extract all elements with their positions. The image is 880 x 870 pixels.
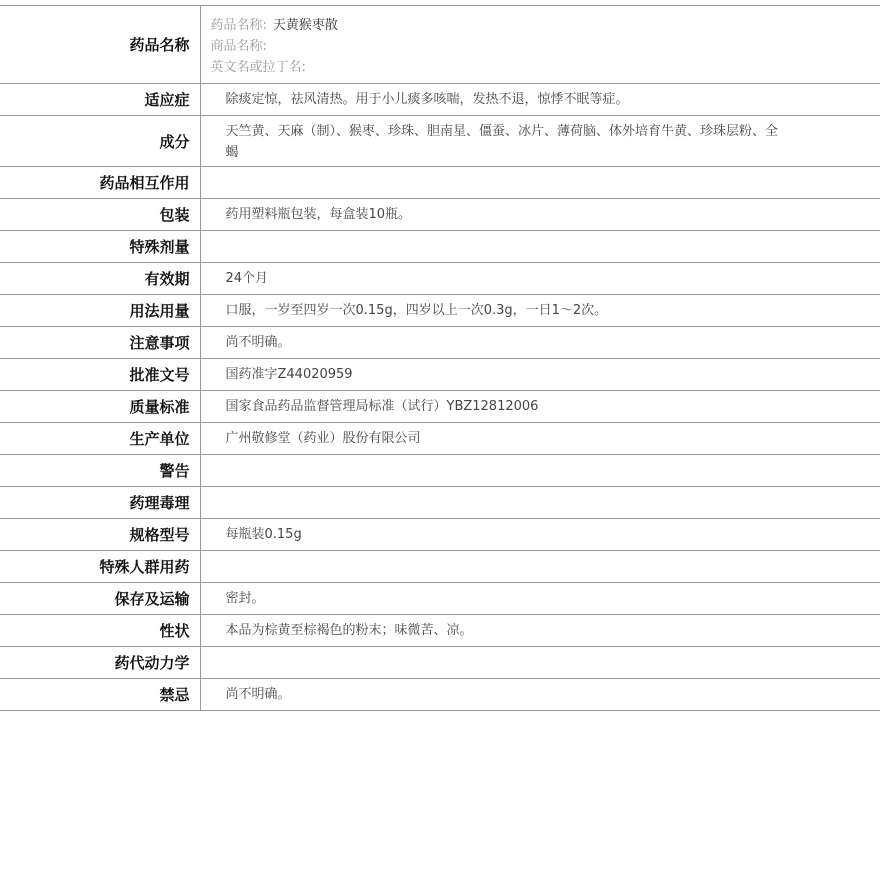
row-value: 密封。 — [200, 583, 880, 615]
row-label: 批准文号 — [0, 359, 200, 391]
row-label: 药品名称 — [0, 6, 200, 84]
row-value: 口服，一岁至四岁一次0.15g，四岁以上一次0.3g，一日1～2次。 — [200, 295, 880, 327]
drug-name-line — [211, 15, 791, 36]
table-row-contraindications — [0, 679, 880, 711]
row-value: 药用塑料瓶包装，每盒装10瓶。 — [200, 199, 880, 231]
row-value: 每瓶装0.15g — [200, 519, 880, 551]
table-row-manufacturer — [0, 423, 880, 455]
table-row-ingredients — [0, 116, 880, 167]
row-value — [200, 455, 880, 487]
table-row-description — [0, 615, 880, 647]
row-label: 成分 — [0, 116, 200, 167]
drug-info-table — [0, 5, 880, 711]
row-label: 包装 — [0, 199, 200, 231]
english-name-key: 英文名或拉丁名: — [210, 60, 306, 75]
table-row-pharmacology — [0, 487, 880, 519]
table-row-quality-standard — [0, 391, 880, 423]
row-label: 质量标准 — [0, 391, 200, 423]
row-value: 24个月 — [200, 263, 880, 295]
trade-name-line — [211, 36, 791, 57]
row-label: 生产单位 — [0, 423, 200, 455]
drug-name-value: 天黄猴枣散 — [272, 18, 338, 33]
row-value: 尚不明确。 — [200, 679, 880, 711]
table-row-special-populations — [0, 551, 880, 583]
row-value — [200, 647, 880, 679]
row-label: 警告 — [0, 455, 200, 487]
table-row-dosage — [0, 295, 880, 327]
row-value: 天竺黄、天麻（制）、猴枣、珍珠、胆南星、僵蚕、冰片、薄荷脑、体外培育牛黄、珍珠层粉、全蝎 — [200, 116, 880, 167]
row-value — [200, 167, 880, 199]
row-value: 广州敬修堂（药业）股份有限公司 — [200, 423, 880, 455]
table-row-shelf-life — [0, 263, 880, 295]
row-value — [200, 487, 880, 519]
row-value: 尚不明确。 — [200, 327, 880, 359]
table-row-pharmacokinetics — [0, 647, 880, 679]
table-row-warning — [0, 455, 880, 487]
table-row-indications — [0, 84, 880, 116]
table-row-precautions — [0, 327, 880, 359]
row-label: 规格型号 — [0, 519, 200, 551]
row-label: 禁忌 — [0, 679, 200, 711]
row-label: 药代动力学 — [0, 647, 200, 679]
table-row-drug-name — [0, 6, 880, 84]
table-row-specification — [0, 519, 880, 551]
table-row-approval-number — [0, 359, 880, 391]
row-label: 药品相互作用 — [0, 167, 200, 199]
table-row-interactions — [0, 167, 880, 199]
row-value — [200, 231, 880, 263]
row-label: 药理毒理 — [0, 487, 200, 519]
row-value: 国药准字Z44020959 — [200, 359, 880, 391]
row-label: 适应症 — [0, 84, 200, 116]
row-value — [200, 551, 880, 583]
row-label: 性状 — [0, 615, 200, 647]
row-label: 用法用量 — [0, 295, 200, 327]
row-label: 特殊人群用药 — [0, 551, 200, 583]
trade-name-key: 商品名称: — [210, 39, 267, 54]
row-value: 国家食品药品监督管理局标准（试行）YBZ12812006 — [200, 391, 880, 423]
drug-name-key: 药品名称: — [210, 18, 267, 33]
drug-name-block — [200, 6, 880, 84]
row-label: 特殊剂量 — [0, 231, 200, 263]
row-value: 除痰定惊，祛风清热。用于小儿痰多咳喘，发热不退，惊悸不眠等症。 — [200, 84, 880, 116]
table-row-storage — [0, 583, 880, 615]
row-label: 保存及运输 — [0, 583, 200, 615]
table-row-special-dosage — [0, 231, 880, 263]
table-row-packaging — [0, 199, 880, 231]
row-label: 有效期 — [0, 263, 200, 295]
row-label: 注意事项 — [0, 327, 200, 359]
english-name-line — [211, 57, 791, 78]
row-value: 本品为棕黄至棕褐色的粉末；味微苦、凉。 — [200, 615, 880, 647]
